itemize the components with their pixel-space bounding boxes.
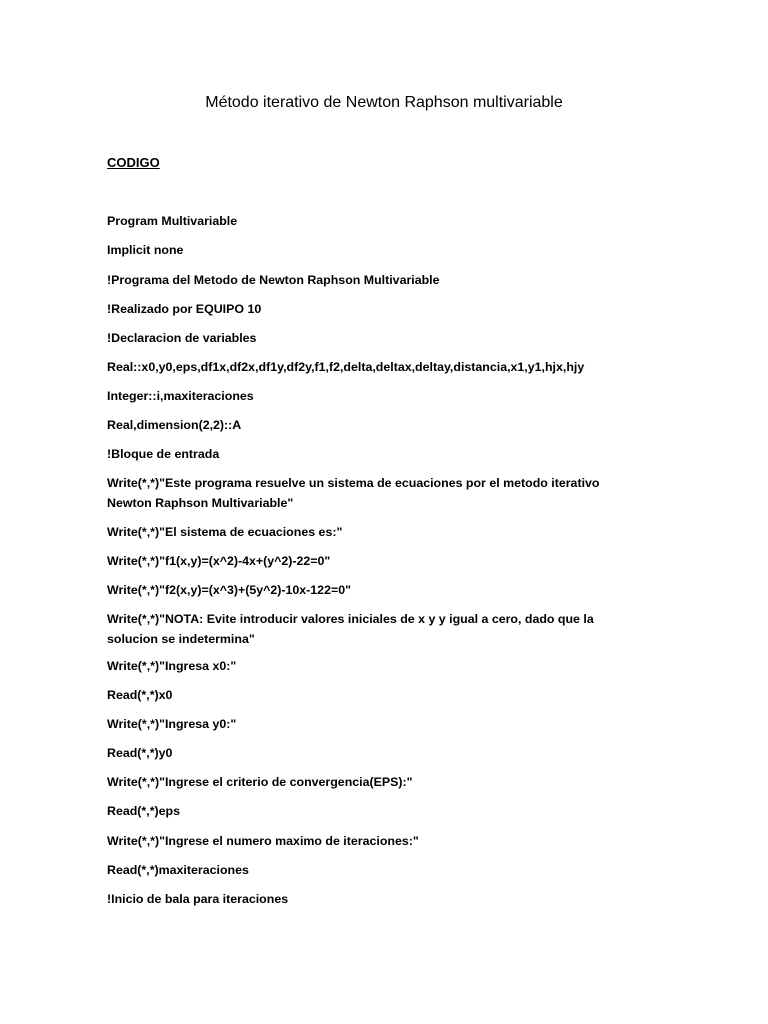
code-line: Real::x0,y0,eps,df1x,df2x,df1y,df2y,f1,f2,delta,deltax,deltay,distancia,x1,y1,hjx,hjy: [107, 360, 585, 374]
code-line: Read(*,*)y0: [107, 746, 173, 760]
code-line: Read(*,*)eps: [107, 804, 180, 818]
section-heading-codigo: CODIGO: [107, 155, 160, 170]
code-line: Write(*,*)"El sistema de ecuaciones es:": [107, 525, 343, 539]
code-line: Write(*,*)"f2(x,y)=(x^3)+(5y^2)-10x-122=0": [107, 583, 351, 597]
document-title: Método iterativo de Newton Raphson multivariable: [205, 94, 563, 111]
code-line: !Inicio de bala para iteraciones: [107, 892, 289, 906]
code-line: !Realizado por EQUIPO 10: [107, 302, 262, 316]
code-line: Integer::i,maxiteraciones: [107, 389, 254, 403]
code-line: Write(*,*)"Ingrese el numero maximo de iteraciones:": [107, 834, 419, 848]
code-line: Write(*,*)"NOTA: Evite introducir valores iniciales de x y y igual a cero, dado que la solucion se indetermina": [107, 612, 598, 646]
code-line: Read(*,*)maxiteraciones: [107, 863, 249, 877]
code-line: Read(*,*)x0: [107, 688, 173, 702]
code-line: Write(*,*)"Ingresa x0:": [107, 659, 237, 673]
code-line: Implicit none: [107, 243, 184, 257]
code-line: Real,dimension(2,2)::A: [107, 418, 242, 432]
code-line: !Declaracion de variables: [107, 331, 257, 345]
code-line: Write(*,*)"Ingrese el criterio de convergencia(EPS):": [107, 775, 413, 789]
code-line: Write(*,*)"f1(x,y)=(x^2)-4x+(y^2)-22=0": [107, 554, 331, 568]
code-line: Write(*,*)"Ingresa y0:": [107, 717, 237, 731]
code-line: Write(*,*)"Este programa resuelve un sistema de ecuaciones por el metodo iterativo Newton Raphson Multivariable": [107, 476, 603, 510]
code-line: !Bloque de entrada: [107, 447, 220, 461]
code-line: !Programa del Metodo de Newton Raphson Multivariable: [107, 273, 440, 287]
code-line: Program Multivariable: [107, 214, 238, 228]
